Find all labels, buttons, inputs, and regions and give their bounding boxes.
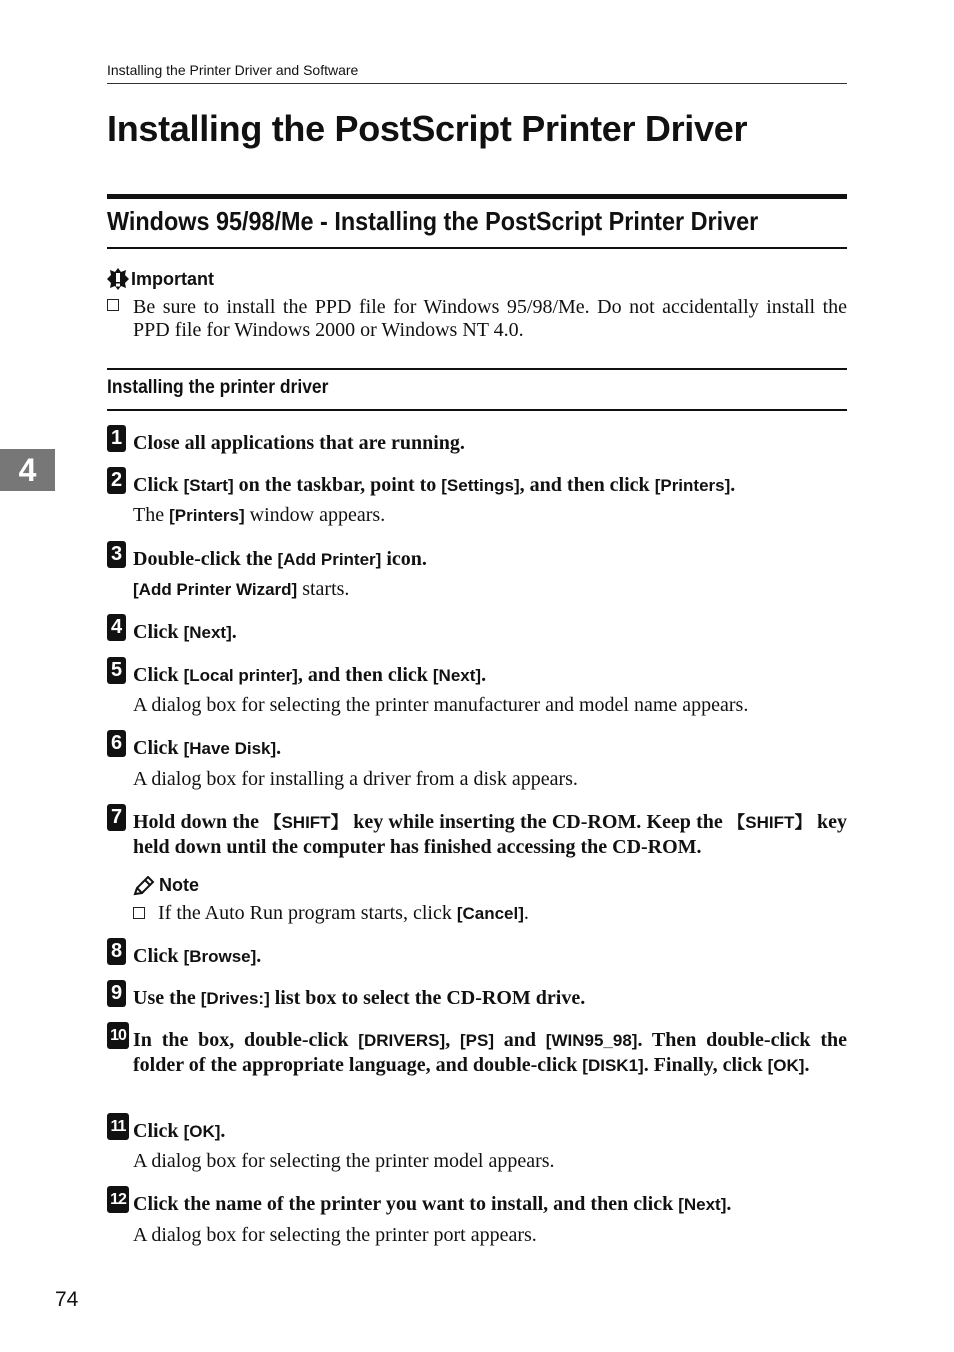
ui-reference: [Cancel] [456, 904, 524, 923]
ui-reference: [Next] [432, 666, 482, 685]
ui-reference: [Printers] [169, 506, 245, 525]
checkbox-bullet-icon [107, 299, 119, 311]
step-number-badge: 11 [107, 1113, 129, 1140]
step-11 [107, 1113, 847, 1144]
chapter-tab: 4 [0, 449, 55, 491]
step-6 [107, 730, 847, 761]
step-9 [107, 980, 847, 1011]
step-instruction: In the box, double-click [DRIVERS], [PS] and [WIN95_98]. Then double-click the folder of the appropriate language, and double-click [DISK1]. Finally, click [OK]. [133, 1029, 848, 1076]
ui-reference: 【SHIFT】 [728, 813, 812, 832]
ui-reference: [OK] [183, 1122, 221, 1141]
ui-reference: [Add Printer] [277, 550, 382, 569]
step-12-result: A dialog box for selecting the printer port appears. [133, 1224, 537, 1246]
step-instruction: Use the [Drives:] list box to select the CD-ROM drive. [133, 987, 586, 1009]
step-instruction: Click [Local printer], and then click [Next]. [133, 664, 487, 686]
step-8 [107, 938, 847, 969]
step-instruction: Close all applications that are running. [133, 432, 465, 454]
important-text: Be sure to install the PPD file for Windows 95/98/Me. Do not accidentally install the PPD file for Windows 2000 or Windows NT 4.0. [133, 296, 847, 341]
step-5-result: A dialog box for selecting the printer manufacturer and model name appears. [133, 694, 749, 716]
step-7 [107, 804, 847, 859]
step-12 [107, 1186, 847, 1217]
step-6-result: A dialog box for installing a driver from a disk appears. [133, 768, 578, 790]
section-title: Windows 95/98/Me - Installing the PostScript Printer Driver [107, 206, 759, 236]
ui-reference: [DISK1] [582, 1056, 644, 1075]
step-number-badge: 6 [107, 730, 126, 757]
step-instruction: Click [Have Disk]. [133, 737, 282, 759]
step-instruction: Click [Next]. [133, 621, 237, 643]
step-instruction: Hold down the 【SHIFT】 key while inserting the CD-ROM. Keep the 【SHIFT】 key held down until the computer has finished accessing the CD-ROM. [133, 811, 848, 858]
note-heading [133, 875, 199, 896]
important-icon [107, 268, 129, 290]
ui-reference: [OK] [767, 1056, 805, 1075]
step-1 [107, 425, 847, 455]
subsection-rule-top [107, 368, 847, 370]
important-item [107, 296, 847, 342]
ui-reference: [Add Printer Wizard] [133, 580, 298, 599]
ui-reference: [Next] [183, 623, 232, 642]
checkbox-bullet-icon [133, 907, 145, 919]
step-number-badge: 2 [107, 467, 126, 494]
step-number-badge: 8 [107, 938, 126, 965]
subsection-title: Installing the printer driver [107, 377, 329, 398]
step-instruction: Click [Start] on the taskbar, point to [Settings], and then click [Printers]. [133, 474, 736, 496]
ui-reference: [PS] [459, 1031, 494, 1050]
ui-reference: [Printers] [654, 476, 731, 495]
ui-reference: [Local printer] [183, 666, 298, 685]
step-3-result: [Add Printer Wizard] starts. [133, 578, 350, 600]
running-header: Installing the Printer Driver and Software [107, 62, 359, 78]
step-4 [107, 614, 847, 645]
note-item [133, 902, 529, 925]
section-rule-bottom [107, 247, 847, 249]
step-number-badge: 4 [107, 614, 126, 641]
step-number-badge: 9 [107, 980, 126, 1007]
page-title: Installing the PostScript Printer Driver [107, 108, 748, 149]
step-number-badge: 5 [107, 657, 126, 684]
step-10 [107, 1022, 847, 1078]
ui-reference: [Next] [678, 1195, 727, 1214]
subsection-rule-bottom [107, 409, 847, 411]
page-number: 74 [55, 1288, 79, 1311]
note-text: If the Auto Run program starts, click [Cancel]. [158, 902, 529, 924]
ui-reference: [Have Disk] [183, 739, 277, 758]
step-instruction: Double-click the [Add Printer] icon. [133, 548, 427, 570]
step-number-badge: 3 [107, 541, 126, 568]
step-number-badge: 10 [107, 1022, 129, 1049]
ui-reference: [Drives:] [200, 989, 270, 1008]
header-rule [107, 83, 847, 84]
step-number-badge: 1 [107, 425, 126, 452]
important-label: Important [131, 268, 214, 289]
ui-reference: [Start] [183, 476, 234, 495]
important-heading [107, 268, 214, 290]
ui-reference: [Settings] [441, 476, 520, 495]
note-label: Note [159, 875, 199, 895]
step-instruction: Click the name of the printer you want to install, and then click [Next]. [133, 1193, 732, 1215]
step-2 [107, 467, 847, 498]
step-instruction: Click [Browse]. [133, 945, 262, 967]
ui-reference: [Browse] [183, 947, 257, 966]
step-2-result: The [Printers] window appears. [133, 504, 386, 526]
ui-reference: [WIN95_98] [545, 1031, 638, 1050]
step-number-badge: 12 [107, 1186, 129, 1213]
step-3 [107, 541, 847, 572]
step-number-badge: 7 [107, 804, 126, 831]
step-11-result: A dialog box for selecting the printer model appears. [133, 1150, 555, 1172]
ui-reference: 【SHIFT】 [264, 813, 348, 832]
section-rule-top [107, 194, 847, 199]
step-instruction: Click [OK]. [133, 1120, 226, 1142]
step-5 [107, 657, 847, 688]
pencil-icon [133, 876, 155, 896]
ui-reference: [DRIVERS] [358, 1031, 446, 1050]
